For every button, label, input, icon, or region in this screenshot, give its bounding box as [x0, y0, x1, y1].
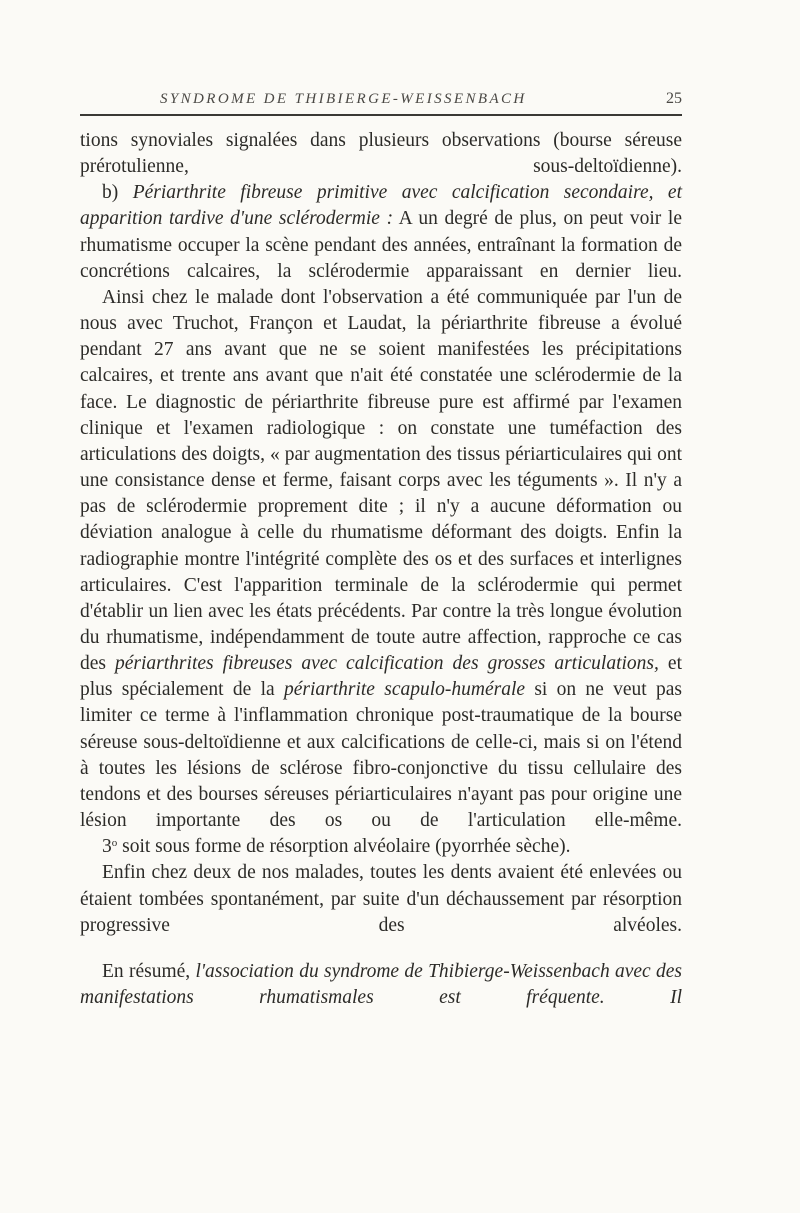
paragraph-6: [80, 959, 682, 1011]
paragraph-3-text-b: et plus spécialement de la: [80, 653, 682, 701]
paragraph-4: [80, 834, 682, 860]
paragraph-4-number: 3: [102, 836, 112, 858]
paragraph-5: [80, 860, 682, 938]
paragraph-2-heading: Périarthrite fibreuse primitive avec calcification secondaire, et apparition tardive d'une sclérodermie :: [80, 182, 682, 230]
paragraph-2-marker: b): [102, 182, 119, 204]
paragraph-4-text: soit sous forme de résorption alvéolaire (pyorrhée sèche).: [122, 836, 571, 858]
paragraph-1: [80, 128, 682, 180]
paragraph-3: [80, 285, 682, 834]
page: [80, 88, 682, 1011]
paragraph-2-text: A un degré de plus, on peut voir le rhumatisme occuper la scène pendant des années, entraînant la formation de concrétions calcaires, la sclérodermie apparaissant en dernier lieu.: [80, 208, 682, 282]
paragraph-3-text-a: Ainsi chez le malade dont l'observation a été communiquée par l'un de nous avec Truchot, Françon et Laudat, la périarthrite fibreuse a évolué pendant 27 ans avant que ne se soient manifestées les précipitations calcaires, et trente ans avant que n'ait été constatée une sclérodermie de la face. Le diagnostic de périarthrite fibreuse pure est affirmé par l'examen clinique et l'examen radiologique : on constate une tuméfaction des articulations des doigts, « par augmentation des tissus périarticulaires qui ont une consistance dense et ferme, faisant corps avec les téguments ». Il n'y a pas de sclérodermie proprement dite ; il n'y a aucune déformation ou déviation analogue à celle du rhumatisme déformant des doigts. Enfin la radiographie montre l'intégrité complète des os et des surfaces et interlignes articulaires. C'est l'apparition terminale de la sclérodermie qui permet d'établir un lien avec les états précédents. Par contre la très longue évolution du rhumatisme, indépendamment de toute autre affection, rapproche ce cas des: [80, 286, 682, 675]
paragraph-2: [80, 180, 682, 285]
running-title: SYNDROME DE THIBIERGE-WEISSENBACH: [160, 91, 527, 107]
page-header: [80, 88, 682, 114]
paragraph-3-emphasis-1: périarthrites fibreuses avec calcification des grosses articulations,: [115, 653, 659, 675]
paragraph-6-emphasis: l'association du syndrome de Thibierge-Weissenbach avec des manifestations rhumatismales est fréquente. Il: [80, 960, 683, 1008]
header-rule: [80, 114, 682, 116]
paragraph-6-lead: En résumé,: [102, 960, 191, 982]
paragraph-3-text-c: si on ne veut pas limiter ce terme à l'inflammation chronique post-traumatique de la bourse séreuse sous-deltoïdienne et aux calcifications de celle-ci, mais si on l'étend à toutes les lésions de sclérose fibro-conjonctive du tissu cellulaire des tendons et des bourses séreuses périarticulaires n'ayant pas pour origine une lésion importante des os ou de l'articulation elle-même.: [80, 679, 682, 832]
paragraph-3-emphasis-2: périarthrite scapulo-humérale: [283, 679, 526, 701]
paragraph-4-ordinal: o: [111, 837, 118, 850]
paragraph-5-text: Enfin chez deux de nos malades, toutes les dents avaient été enlevées ou étaient tombées spontanément, par suite d'un déchaussement par résorption progressive des alvéoles.: [80, 862, 682, 936]
paragraph-1-text: tions synoviales signalées dans plusieurs observations (bourse séreuse prérotulienne, sous-deltoïdienne).: [80, 130, 682, 178]
page-number: 25: [666, 90, 682, 107]
